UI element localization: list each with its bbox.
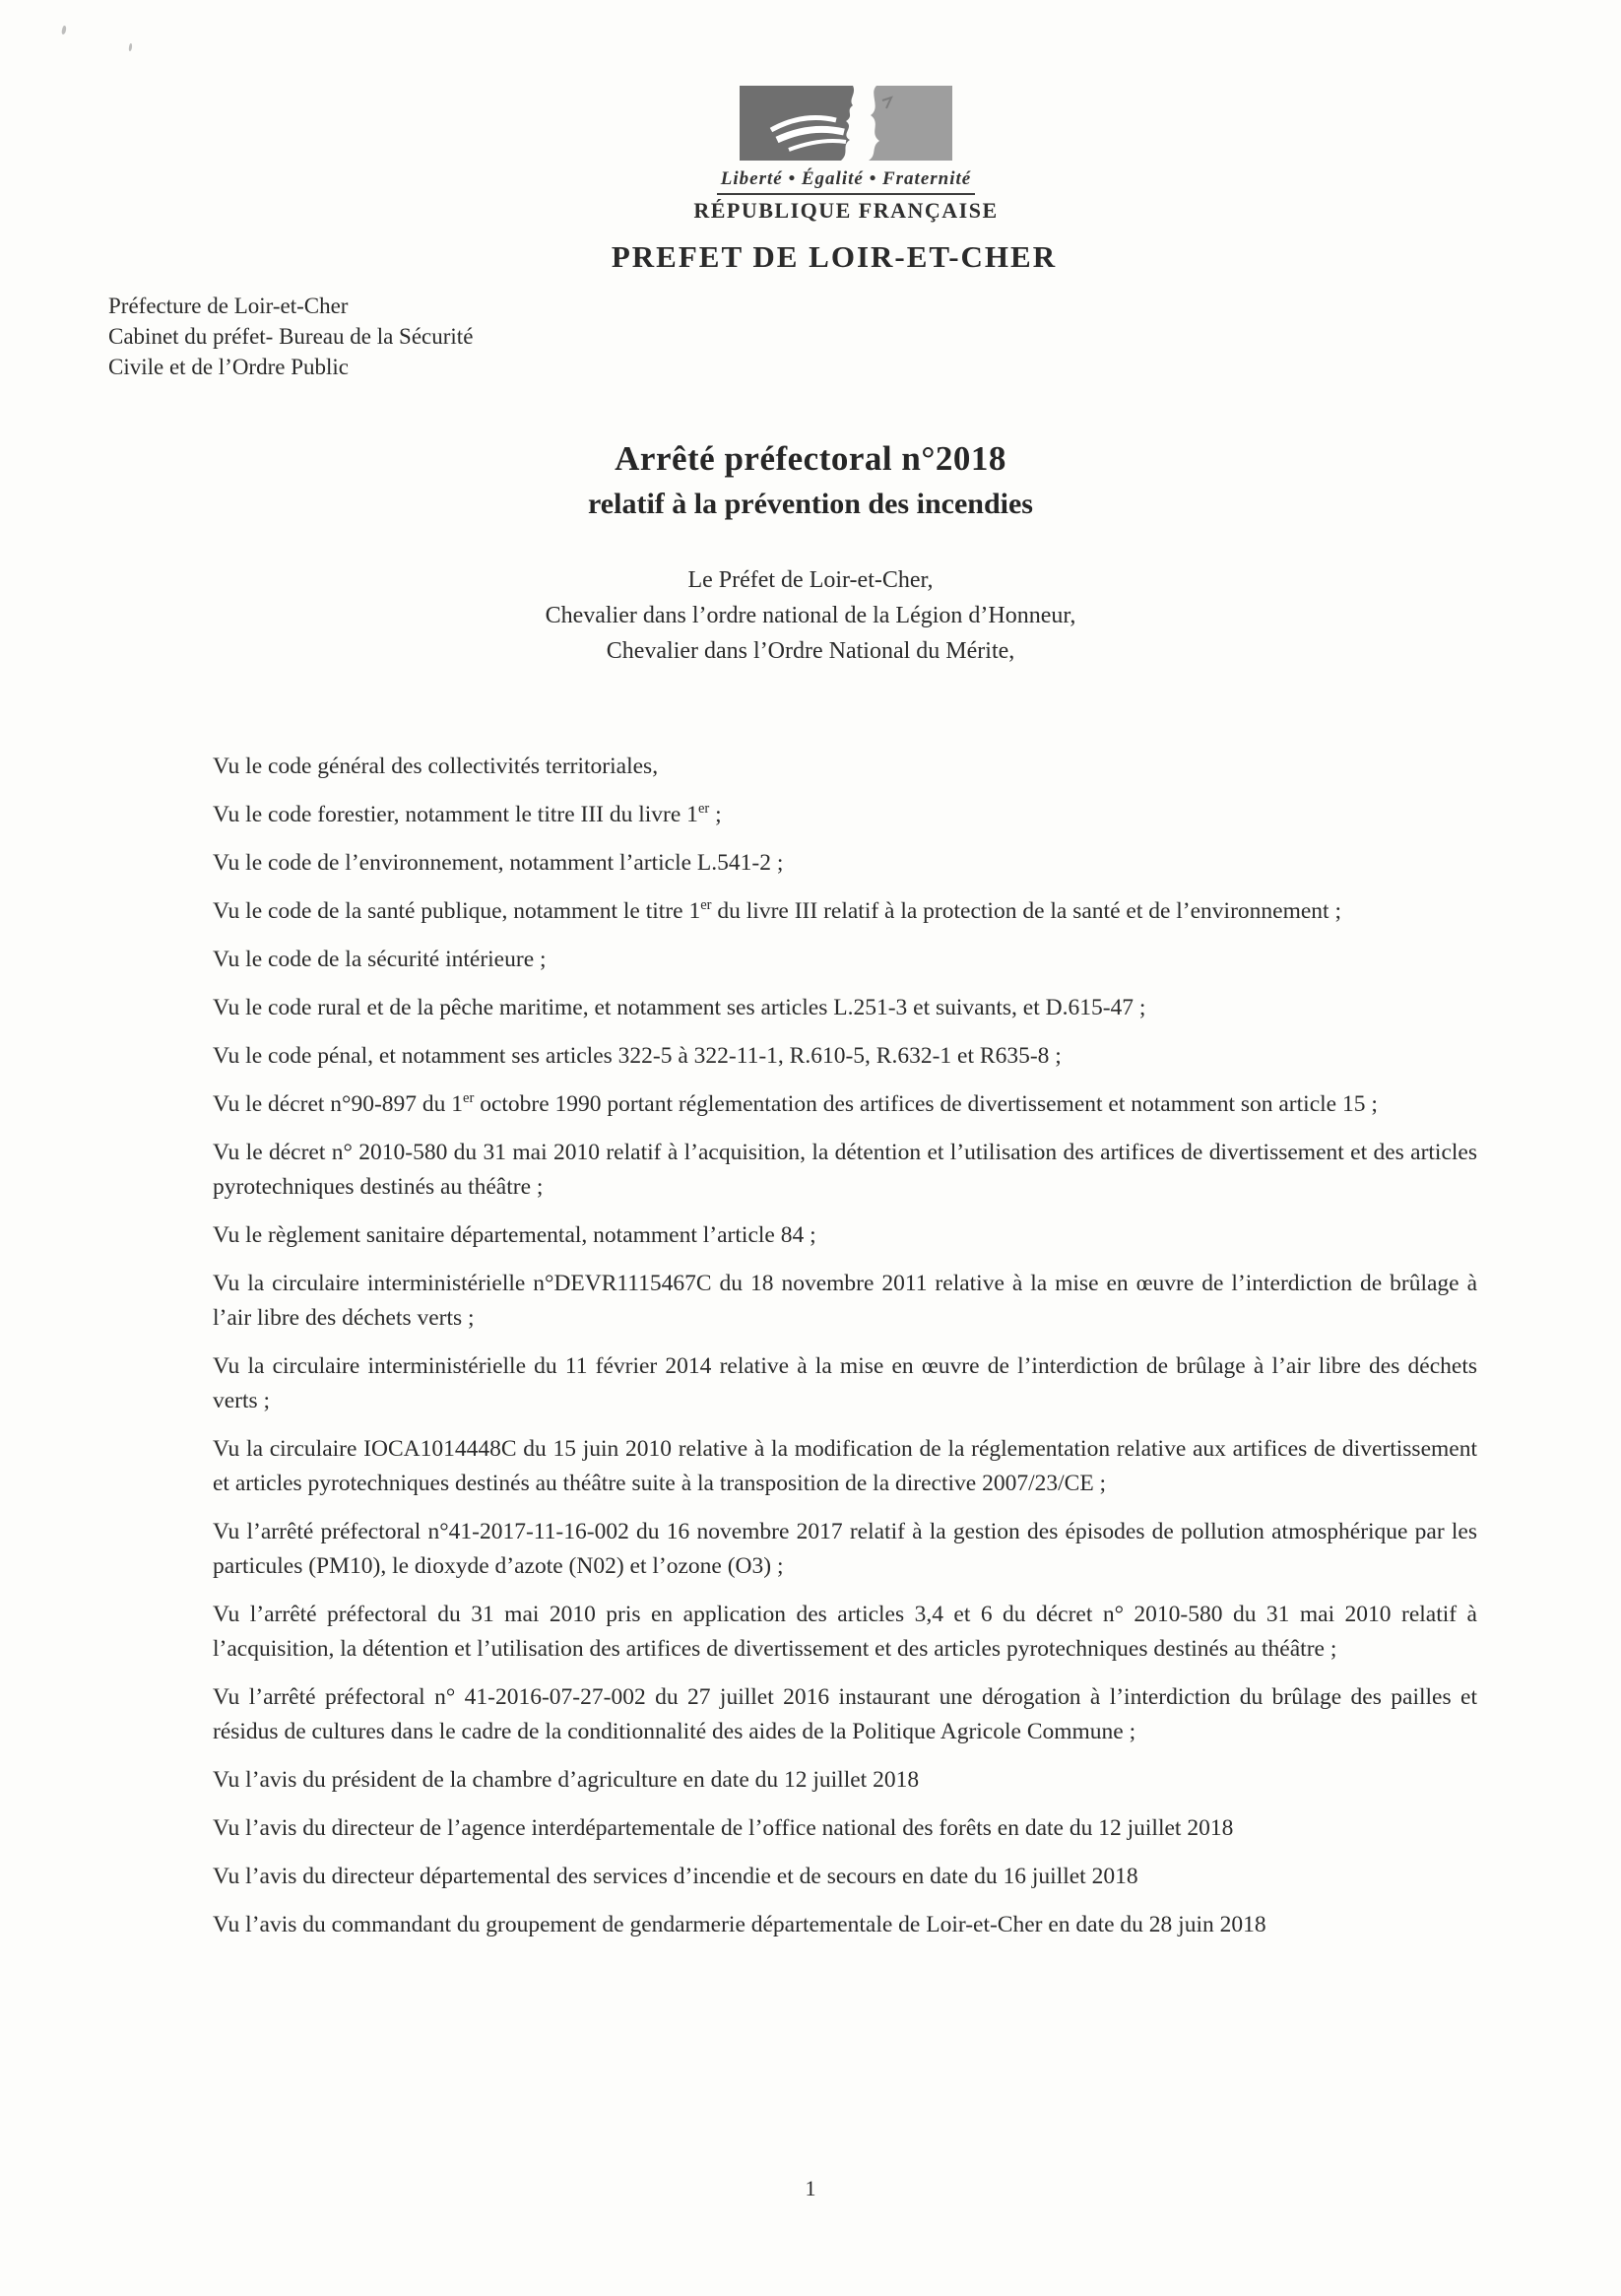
- page-number: 1: [805, 2176, 816, 2200]
- considerant-paragraph: Vu l’avis du président de la chambre d’agriculture en date du 12 juillet 2018: [213, 1767, 920, 1793]
- considerant-paragraph: Vu la circulaire interministérielle du 11 février 2014 relative à la mise en œuvre de l’interdiction de brûlage à l’air libre des déchets verts ;: [213, 1353, 1477, 1413]
- decree-title-line1: Arrêté préfectoral n°2018: [615, 439, 1006, 478]
- considerants-block: [213, 750, 1477, 1942]
- considerant-paragraph: Vu le décret n°90-897 du 1er octobre 1990 portant réglementation des artifices de divertissement et notamment son article 15 ;: [213, 1090, 1378, 1117]
- considerant-paragraph: Vu l’avis du directeur départemental des services d’incendie et de secours en date du 16 juillet 2018: [213, 1864, 1138, 1889]
- considerant-paragraph: Vu le code de l’environnement, notamment l’article L.541-2 ;: [213, 850, 784, 876]
- sender-line: Préfecture de Loir-et-Cher: [108, 294, 349, 318]
- considerant-paragraph: Vu l’avis du commandant du groupement de gendarmerie départementale de Loir-et-Cher en date du 28 juin 2018: [213, 1912, 1266, 1937]
- considerant-paragraph: Vu le décret n° 2010-580 du 31 mai 2010 relatif à l’acquisition, la détention et l’utilisation des artifices de divertissement et des articles pyrotechniques destinés au théâtre ;: [213, 1140, 1477, 1200]
- republic-header: [35, 0, 1621, 275]
- considerant-paragraph: Vu le règlement sanitaire départemental, notamment l’article 84 ;: [213, 1222, 816, 1248]
- considerant-paragraph: Vu l’arrêté préfectoral n° 41-2016-07-27-002 du 27 juillet 2016 instaurant une dérogation à l’interdiction du brûlage des pailles et résidus de cultures dans le cadre de la conditionnalité des aides de la Politique Agricole Commune ;: [213, 1684, 1477, 1744]
- salutation-line: Chevalier dans l’ordre national de la Légion d’Honneur,: [545, 603, 1076, 628]
- decree-title: [0, 439, 1621, 521]
- considerant-paragraph: Vu l’arrêté préfectoral n°41-2017-11-16-002 du 16 novembre 2017 relatif à la gestion des épisodes de pollution atmosphérique par les particules (PM10), le dioxyde d’azote (N02) et l’ozone (O3) ;: [213, 1519, 1477, 1579]
- considerant-paragraph: Vu le code de la sécurité intérieure ;: [213, 947, 547, 972]
- considerant-paragraph: Vu la circulaire IOCA1014448C du 15 juin 2010 relative à la modification de la réglementation relative aux artifices de divertissement et articles pyrotechniques destinés au théâtre suite à la transposition de la directive 2007/23/CE ;: [213, 1436, 1477, 1496]
- considerant-paragraph: Vu le code pénal, et notamment ses articles 322-5 à 322-11-1, R.610-5, R.632-1 et R635-8 ;: [213, 1043, 1062, 1069]
- prefet-title: PREFET DE LOIR-ET-CHER: [611, 239, 1058, 274]
- logo-left-block: [740, 86, 854, 161]
- salutation-block: [0, 562, 1621, 669]
- considerant-paragraph: Vu le code rural et de la pêche maritime, et notamment ses articles L.251-3 et suivants, et D.615-47 ;: [213, 995, 1146, 1020]
- considerant-paragraph: Vu le code de la santé publique, notamment le titre 1er du livre III relatif à la protection de la santé et de l’environnement ;: [213, 897, 1341, 924]
- logo-right-block: [869, 86, 952, 161]
- sender-line: Cabinet du préfet- Bureau de la Sécurité: [108, 324, 474, 349]
- decree-title-line2: relatif à la prévention des incendies: [588, 488, 1033, 520]
- considerant-paragraph: Vu le code général des collectivités territoriales,: [213, 754, 659, 779]
- considerant-paragraph: Vu le code forestier, notamment le titre III du livre 1er ;: [213, 801, 722, 827]
- considerant-paragraph: Vu l’avis du directeur de l’agence interdépartementale de l’office national des forêts en date du 12 juillet 2018: [213, 1815, 1234, 1841]
- sender-block: [108, 291, 1621, 382]
- salutation-line: Le Préfet de Loir-et-Cher,: [687, 567, 934, 593]
- marianne-logo: [738, 85, 954, 162]
- considerant-paragraph: Vu la circulaire interministérielle n°DEVR1115467C du 18 novembre 2011 relative à la mise en œuvre de l’interdiction de brûlage à l’air libre des déchets verts ;: [213, 1271, 1477, 1331]
- considerant-paragraph: Vu l’arrêté préfectoral du 31 mai 2010 pris en application des articles 3,4 et 6 du décret n° 2010-580 du 31 mai 2010 relatif à l’acquisition, la détention et l’utilisation des artifices de divertissement et des articles pyrotechniques destinés au théâtre ;: [213, 1602, 1477, 1662]
- republic-motto: Liberté • Égalité • Fraternité: [717, 166, 975, 195]
- republic-label: RÉPUBLIQUE FRANÇAISE: [693, 198, 999, 223]
- salutation-line: Chevalier dans l’Ordre National du Mérite,: [606, 638, 1015, 664]
- sender-line: Civile et de l’Ordre Public: [108, 355, 349, 379]
